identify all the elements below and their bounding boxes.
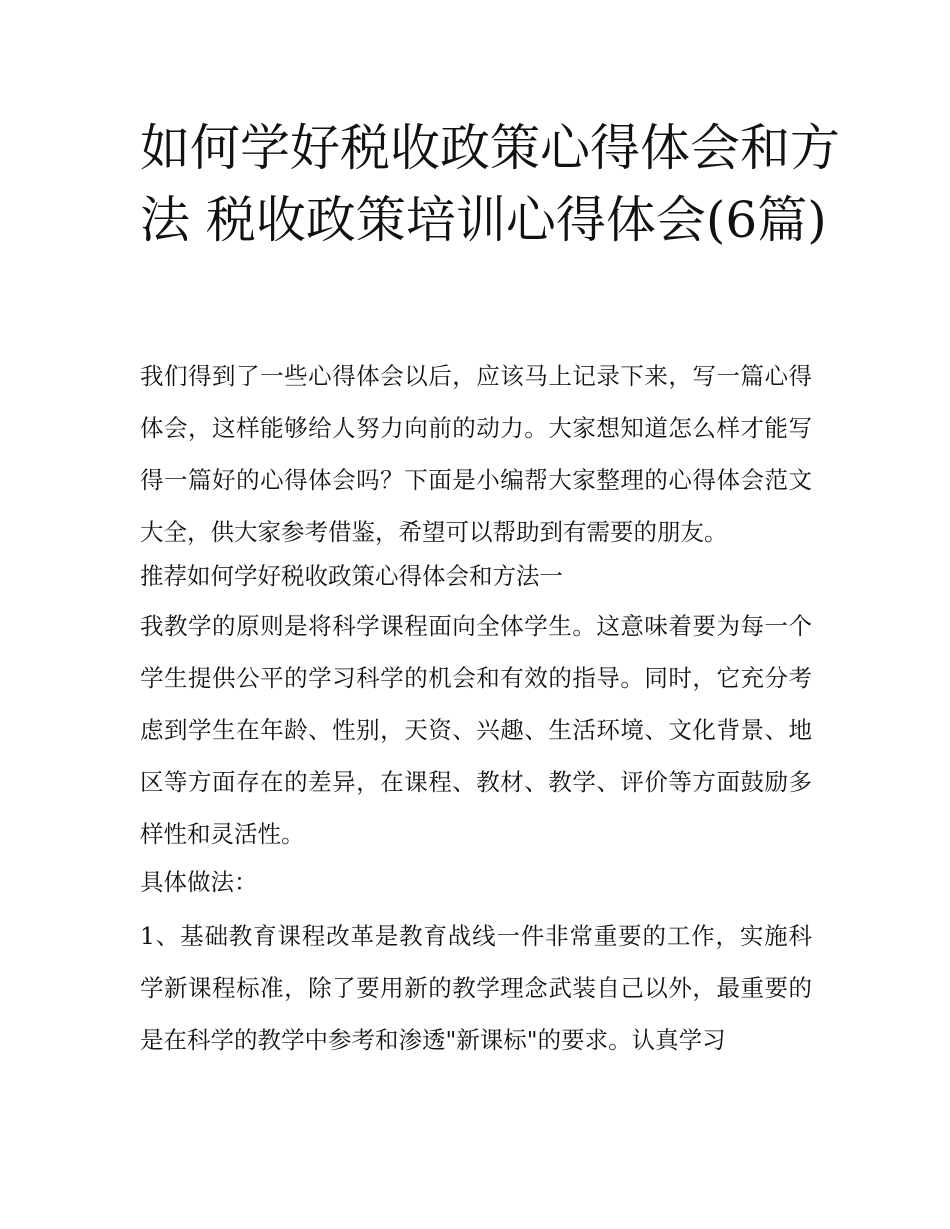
document-body [140, 350, 812, 1066]
list-item-paragraph: 1、基础教育课程改革是教育战线一件非常重要的工作，实施科学新课程标准，除了要用新的教学理念武装自己以外，最重要的是在科学的教学中参考和渗透"新课标"的要求。认真学习 [140, 922, 812, 1054]
intro-paragraph: 我们得到了一些心得体会以后，应该马上记录下来，写一篇心得体会，这样能够给人努力向前的动力。大家想知道怎么样才能写得一篇好的心得体会吗？下面是小编帮大家整理的心得体会范文大全，供大家参考借鉴，希望可以帮助到有需要的朋友。 [140, 362, 812, 546]
section-heading: 推荐如何学好税收政策心得体会和方法一 [140, 562, 563, 590]
body-paragraph: 我教学的原则是将科学课程面向全体学生。这意味着要为每一个学生提供公平的学习科学的机会和有效的指导。同时，它充分考虑到学生在年龄、性别，天资、兴趣、生活环境、文化背景、地区等方面存在的差异，在课程、教材、教学、评价等方面鼓励多样性和灵活性。 [140, 612, 812, 848]
method-heading: 具体做法： [140, 868, 258, 896]
document-title: 如何学好税收政策心得体会和方法 税收政策培训心得体会(6篇) [140, 119, 840, 249]
